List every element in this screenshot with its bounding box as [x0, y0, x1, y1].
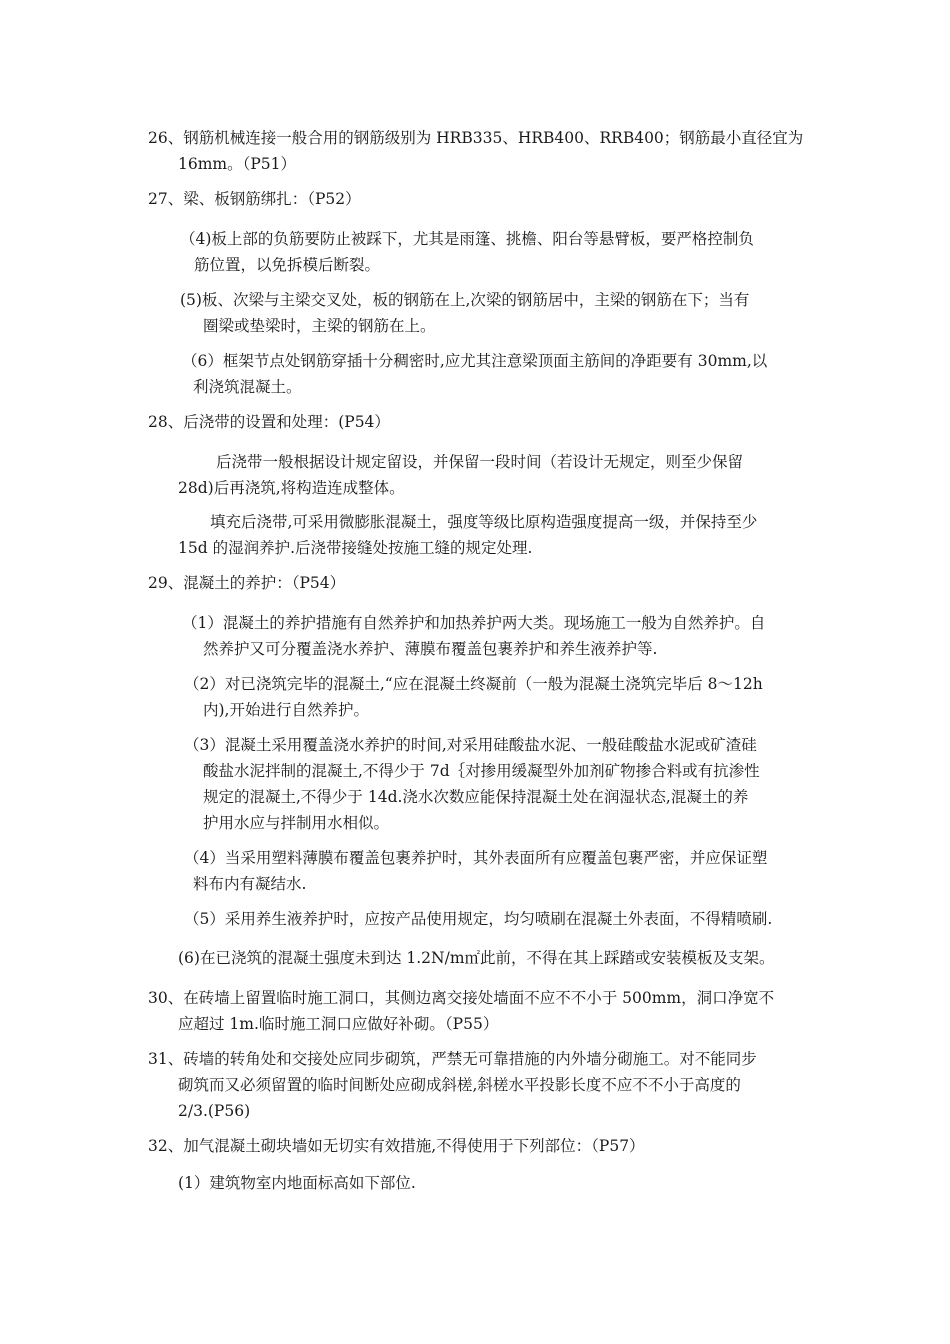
- paragraph: [0, 1046, 757, 1124]
- text-line: 酸盐水泥拌制的混凝土,不得少于 7d｛对掺用缓凝型外加剂矿物掺合料或有抗渗性: [203, 762, 760, 780]
- paragraph: [0, 226, 754, 278]
- text-line: 料布内有凝结水.: [193, 875, 307, 893]
- text-line: 28、后浇带的设置和处理：(P54）: [148, 413, 390, 431]
- paragraph: [0, 985, 774, 1037]
- text-line: 26、钢筋机械连接一般合用的钢筋级别为 HRB335、HRB400、RRB400；钢筋最小直径宜为: [148, 129, 804, 147]
- text-line: 30、在砖墙上留置临时施工洞口，其侧边离交接处墙面不应不不小于 500mm，洞口净宽不: [148, 989, 775, 1007]
- text-line: 2/3.(P56): [178, 1102, 251, 1120]
- text-line: 31、砖墙的转角处和交接处应同步砌筑，严禁无可靠措施的内外墙分砌施工。对不能同步: [148, 1050, 757, 1068]
- paragraph: [0, 509, 757, 561]
- text-line: 29、混凝土的养护：（P54）: [148, 574, 346, 592]
- paragraph: [0, 348, 767, 400]
- paragraph: [0, 570, 345, 596]
- text-line: 规定的混凝土,不得少于 14d.浇水次数应能保持混凝土处在润湿状态,混凝土的养: [203, 788, 749, 806]
- text-line: （6）框架节点处钢筋穿插十分稠密时,应尤其注意梁顶面主筋间的净距要有 30mm,以: [182, 352, 768, 370]
- text-line: 筋位置，以免拆模后断裂。: [194, 256, 381, 274]
- paragraph: [0, 1133, 645, 1159]
- text-line: 15d 的湿润养护.后浇带接缝处按施工缝的规定处理.: [178, 539, 533, 557]
- text-line: （3）混凝土采用覆盖浇水养护的时间,对采用硅酸盐水泥、一般硅酸盐水泥或矿渣硅: [184, 736, 757, 754]
- text-line: （2）对已浇筑完毕的混凝土,“应在混凝土终凝前（一般为混凝土浇筑完毕后 8～12h: [184, 675, 763, 693]
- text-line: (5)板、次梁与主梁交叉处，板的钢筋在上,次梁的钢筋居中，主梁的钢筋在下；当有: [180, 291, 750, 309]
- text-line: 砌筑而又必须留置的临时间断处应砌成斜槎,斜槎水平投影长度不应不不小于高度的: [178, 1076, 741, 1094]
- paragraph: [0, 671, 763, 723]
- text-line: 护用水应与拌制用水相似。: [203, 814, 390, 832]
- text-line: （1）混凝土的养护措施有自然养护和加热养护两大类。现场施工一般为自然养护。自: [182, 614, 766, 632]
- paragraph: [0, 125, 803, 177]
- text-line: (1）建筑物室内地面标高如下部位.: [178, 1174, 416, 1192]
- paragraph: [0, 845, 767, 897]
- text-line: 32、加气混凝土砌块墙如无切实有效措施,不得使用于下列部位：（P57）: [148, 1137, 645, 1155]
- text-line: （4)板上部的负筋要防止被踩下，尤其是雨篷、挑檐、阳台等悬臂板，要严格控制负: [180, 230, 754, 248]
- paragraph: [0, 186, 361, 212]
- paragraph: [0, 287, 749, 339]
- text-line: （4）当采用塑料薄膜布覆盖包裹养护时，其外表面所有应覆盖包裹严密，并应保证塑: [184, 849, 768, 867]
- paragraph: [0, 945, 775, 971]
- paragraph: [0, 449, 743, 501]
- text-line: 后浇带一般根据设计规定留设，并保留一段时间（若设计无规定，则至少保留: [216, 453, 744, 471]
- text-line: 28d)后再浇筑,将构造连成整体。: [178, 479, 405, 497]
- paragraph: [0, 610, 765, 662]
- text-line: 填充后浇带,可采用微膨胀混凝土，强度等级比原构造强度提高一级，并保持至少: [210, 513, 758, 531]
- text-line: 应超过 1m.临时施工洞口应做好补砌。（P55）: [178, 1015, 499, 1033]
- text-line: 内),开始进行自然养护。: [203, 701, 369, 719]
- paragraph: [0, 906, 772, 932]
- text-line: (6)在已浇筑的混凝土强度未到达 1.2N/m㎡此前，不得在其上踩踏或安装模板及支架。: [178, 949, 775, 967]
- text-line: （5）采用养生液养护时，应按产品使用规定，均匀喷刷在混凝土外表面，不得精喷刷.: [184, 910, 773, 928]
- text-line: 27、梁、板钢筋绑扎：（P52）: [148, 190, 361, 208]
- paragraph: [0, 732, 760, 836]
- text-line: 利浇筑混凝土。: [193, 378, 302, 396]
- paragraph: [0, 409, 390, 435]
- text-line: 16mm。（P51）: [178, 155, 297, 173]
- text-line: 然养护又可分覆盖浇水养护、薄膜布覆盖包裹养护和养生液养护等.: [203, 640, 658, 658]
- text-line: 圈梁或垫梁时，主梁的钢筋在上。: [203, 317, 436, 335]
- paragraph: [0, 1170, 416, 1196]
